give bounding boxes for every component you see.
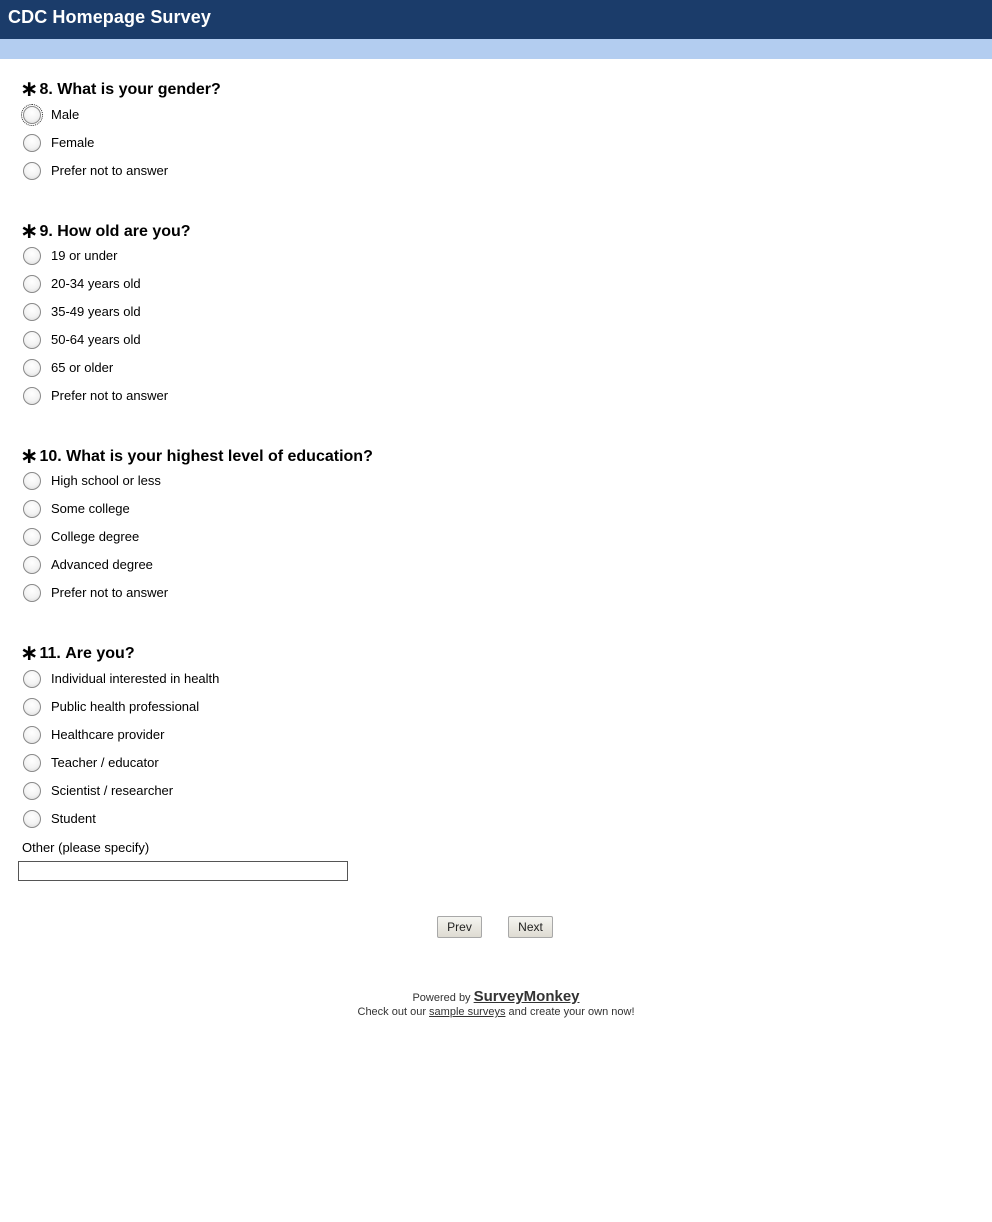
- survey-header: [0, 0, 992, 39]
- option-label: Individual interested in health: [51, 671, 220, 686]
- check-out-prefix: Check out our: [357, 1006, 426, 1018]
- option-label: Advanced degree: [51, 557, 153, 572]
- radio-button[interactable]: [23, 106, 41, 124]
- radio-button[interactable]: [23, 670, 41, 688]
- surveymonkey-logo-link[interactable]: SurveyMonkey: [473, 988, 580, 1005]
- option-label: Prefer not to answer: [51, 388, 169, 403]
- radio-button[interactable]: [23, 754, 41, 772]
- survey-title: CDC Homepage Survey: [8, 7, 211, 27]
- question-number: 11.: [39, 645, 61, 662]
- option-label: High school or less: [51, 473, 161, 488]
- option-label: Prefer not to answer: [51, 163, 169, 178]
- question-number: 9.: [39, 223, 53, 240]
- radio-button[interactable]: [23, 726, 41, 744]
- option-label: Some college: [51, 501, 130, 516]
- powered-by-text: Powered by: [412, 992, 471, 1004]
- question-8-title: [20, 74, 221, 100]
- other-specify-input[interactable]: [18, 861, 348, 881]
- powered-by-line: [0, 988, 992, 1005]
- next-button[interactable]: Next: [508, 916, 553, 938]
- other-specify-label: Other (please specify): [22, 840, 150, 855]
- option-label: Scientist / researcher: [51, 783, 174, 798]
- radio-button[interactable]: [23, 782, 41, 800]
- option-label: College degree: [51, 529, 140, 544]
- question-text: What is your highest level of education?: [66, 448, 373, 465]
- option-label: 50-64 years old: [51, 332, 141, 347]
- question-text: How old are you?: [57, 223, 191, 240]
- radio-button[interactable]: [23, 810, 41, 828]
- option-label: Male: [51, 107, 80, 122]
- option-label: 19 or under: [51, 248, 118, 263]
- option-label: 65 or older: [51, 360, 114, 375]
- radio-button[interactable]: [23, 275, 41, 293]
- radio-button[interactable]: [23, 359, 41, 377]
- option-label: 20-34 years old: [51, 276, 141, 291]
- option-label: Healthcare provider: [51, 727, 165, 742]
- radio-button[interactable]: [23, 162, 41, 180]
- question-number: 10.: [39, 448, 62, 465]
- option-label: Prefer not to answer: [51, 585, 169, 600]
- question-text: Are you?: [65, 645, 135, 662]
- radio-button[interactable]: [23, 698, 41, 716]
- option-label: 35-49 years old: [51, 304, 141, 319]
- radio-button[interactable]: [23, 134, 41, 152]
- option-label: Student: [51, 811, 96, 826]
- radio-button[interactable]: [23, 556, 41, 574]
- sample-surveys-link[interactable]: sample surveys: [429, 1006, 506, 1018]
- required-asterisk: ∗: [20, 218, 39, 243]
- prev-button[interactable]: Prev: [437, 916, 482, 938]
- question-11-title: [20, 638, 135, 664]
- radio-button[interactable]: [23, 528, 41, 546]
- radio-button[interactable]: [23, 331, 41, 349]
- option-label: Female: [51, 135, 95, 150]
- question-10-title: [20, 441, 373, 467]
- option-label: Public health professional: [51, 699, 200, 714]
- required-asterisk: ∗: [20, 640, 39, 665]
- question-text: What is your gender?: [57, 81, 221, 98]
- question-9-title: [20, 216, 191, 242]
- check-out-suffix: and create your own now!: [508, 1006, 635, 1018]
- radio-button[interactable]: [23, 247, 41, 265]
- check-out-line: [0, 1006, 992, 1018]
- option-label: Teacher / educator: [51, 755, 159, 770]
- radio-button[interactable]: [23, 472, 41, 490]
- required-asterisk: ∗: [20, 76, 39, 101]
- header-subbar: [0, 39, 992, 59]
- radio-button[interactable]: [23, 584, 41, 602]
- required-asterisk: ∗: [20, 443, 39, 468]
- question-number: 8.: [39, 81, 53, 98]
- radio-button[interactable]: [23, 303, 41, 321]
- radio-button[interactable]: [23, 500, 41, 518]
- radio-button[interactable]: [23, 387, 41, 405]
